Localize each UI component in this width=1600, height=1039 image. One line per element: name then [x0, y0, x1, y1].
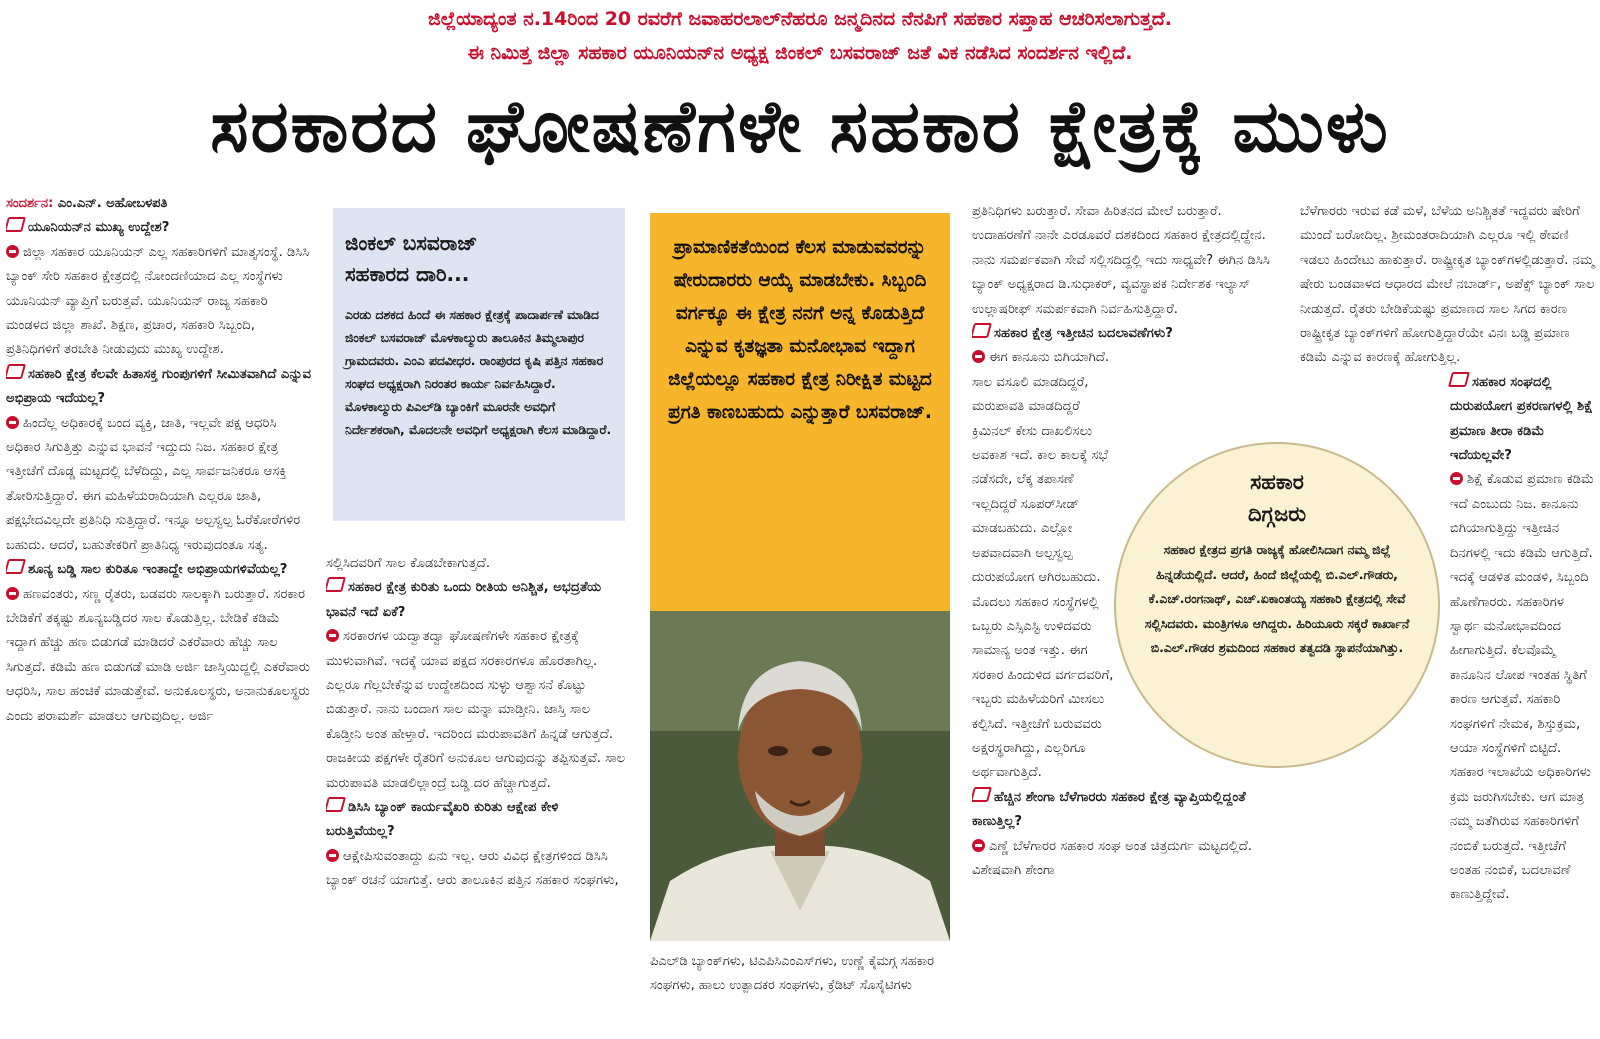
- answer-marker-icon: [6, 245, 19, 258]
- circle-title-line-2: ದಿಗ್ಗಜರು: [1247, 502, 1307, 526]
- answer-text: ಎಣ್ಣೆ ಬೆಳೆಗಾರರ ಸಹಕಾರ ಸಂಘ ಅಂತ ಚಿತ್ರದುರ್ಗ ಮಟ್ಟದಲ್ಲಿದೆ. ವಿಶೇಷವಾಗಿ ಶೇಂಗಾ: [972, 838, 1252, 878]
- question: [6, 558, 312, 582]
- question-marker-icon: [1448, 372, 1470, 387]
- answer-text: ಶಿಕ್ಷೆ ಕೊಡುವ ಪ್ರಮಾಣ ಕಡಿಮೆ ಇದೆ ಎಂಬುದು ನಿಜ. ಕಾನೂನು ಬಿಗಿಯಾಗುತ್ತಿದ್ದು ಇತ್ತೀಚಿನ ದಿನಗಳಲ್ಲಿ ಇದು ಕಡಿಮೆ ಆಗುತ್ತಿದೆ. ಇದಕ್ಕೆ ಆಡಳಿತ ಮಂಡಳಿ, ಸಿಬ್ಬಂದಿ ಹೊಣೆಗಾರರು. ಸಹಕಾರಿಗಳ ಸ್ವಾರ್ಥ ಮನೋಭಾವದಿಂದ ಹೀಗಾಗುತ್ತಿದೆ. ಕೆಲವೊಮ್ಮೆ ಕಾನೂನಿನ ಲೋಪ ಇಂತಹ ಸ್ಥಿತಿಗೆ ಕಾರಣ ಆಗುತ್ತವೆ. ಸಹಕಾರಿ ಸಂಘಗಳಿಗೆ ನೇಮಕ, ಶಿಸ್ತುಕ್ರಮ, ಆಯಾ ಸಂಸ್ಥೆಗಳಿಗೆ ಬಿಟ್ಟಿದೆ. ಸಹಕಾರ ಇಲಾಖೆಯ ಅಧಿಕಾರಿಗಳು ಕ್ರಮ ಜರುಗಿಸಬೇಕು. ಆಗ ಮಾತ್ರ ನಮ್ಮ ಜತೆಗಿರುವ ಸಹಕಾರಿಗಳಿಗೆ ನಂಬಿಕೆ ಬರುತ್ತದೆ. ಇತ್ತೀಚೆಗೆ ಅಂತಹ ನಂಬಿಕೆ, ಬದಲಾವಣೆ ಕಾಣುತ್ತಿದ್ದೇವೆ.: [1450, 472, 1595, 903]
- answer-marker-icon: [972, 839, 985, 852]
- question-text: ಹೆಚ್ಚಿನ ಶೇಂಗಾ ಬೆಳೆಗಾರರು ಸಹಕಾರ ಕ್ಷೇತ್ರ ವ್ಯಾಪ್ತಿಯಲ್ಲಿದ್ದಂತೆ ಕಾಣುತ್ತಿಲ್ಲ?: [972, 789, 1246, 830]
- answer: [6, 583, 312, 729]
- answer-marker-icon: [326, 629, 339, 642]
- question: [1300, 371, 1596, 469]
- profile-sidebar: [333, 208, 625, 521]
- answer: [972, 346, 1122, 785]
- answer-text: ಜಿಲ್ಲಾ ಸಹಕಾರ ಯೂನಿಯನ್ ಎಲ್ಲ ಸಹಕಾರಿಗಳಿಗೆ ಮಾತೃಸಂಸ್ಥೆ. ಡಿಸಿಸಿ ಬ್ಯಾಂಕ್ ಸೇರಿ ಸಹಕಾರ ಕ್ಷೇತ್ರದಲ್ಲಿ ನೋಂದಣಿಯಾದ ಎಲ್ಲ ಸಂಸ್ಥೆಗಳು ಯೂನಿಯನ್ ವ್ಯಾಪ್ತಿಗೆ ಬರುತ್ತವೆ. ಯೂನಿಯನ್ ರಾಜ್ಯ ಸಹಕಾರಿ ಮಂಡಳದ ಜಿಲ್ಲಾ ಶಾಖೆ. ಶಿಕ್ಷಣ, ಪ್ರಚಾರ, ಸಹಕಾರಿ ಸಿಬ್ಬಂದಿ, ಪ್ರತಿನಿಧಿಗಳಿಗೆ ತರಬೇತಿ ನೀಡುವುದು ಮುಖ್ಯ ಉದ್ದೇಶ.: [6, 244, 310, 358]
- question-marker-icon: [972, 323, 992, 338]
- sidebar-title-line-2: ಸಹಕಾರದ ದಾರಿ...: [345, 262, 470, 286]
- pull-quote-box: [650, 213, 950, 941]
- answer: [1300, 468, 1596, 907]
- sidebar-title: [345, 228, 613, 290]
- paragraph: ಸಲ್ಲಿಸಿದವರಿಗೆ ಸಾಲ ಕೊಡಬೇಕಾಗುತ್ತದೆ.: [326, 556, 491, 571]
- question: [972, 322, 1272, 346]
- question: [326, 576, 626, 625]
- answer-marker-icon: [6, 587, 19, 600]
- answer-text: ಹಣವಂತರು, ಸಣ್ಣ ರೈತರು, ಬಡವರು ಸಾಲಕ್ಕಾಗಿ ಬರುತ್ತಾರೆ. ಸರಕಾರ ಬೇಡಿಕೆಗೆ ತಕ್ಕಷ್ಟು ಶೂನ್ಯಬಡ್ಡಿದರ ಸಾಲ ಕೊಡುತ್ತಿಲ್ಲ. ಬೇಡಿಕೆ ಕಡಿಮೆ ಇದ್ದಾಗ ಹೆಚ್ಚು ಹಣ ಬಿಡುಗಡೆ ಮಾಡಿದರೆ ಎಕರೆವಾರು ಹೆಚ್ಚು ಸಾಲ ಸಿಗುತ್ತದೆ. ಕಡಿಮೆ ಹಣ ಬಿಡುಗಡೆ ಮಾಡಿ ಅರ್ಜಿ ಜಾಸ್ತಿಯಿದ್ದಲ್ಲಿ ಎಕರೆವಾರು ಆಧರಿಸಿ, ಸಾಲ ಹಂಚಿಕೆ ಮಾಡುತ್ತೇವೆ. ಅನುಕೂಲಸ್ಥರು, ಅನಾನುಕೂಲಸ್ಥರು ಎಂದು ಪರಾಮರ್ಶೆ ಮಾಡಲು ಆಗುವುದಿಲ್ಲ. ಅರ್ಜಿ: [6, 586, 310, 724]
- answer-text: ಆಕ್ಷೇಪಿಸುವಂತಾದ್ದು ಏನು ಇಲ್ಲ. ಆರು ವಿವಿಧ ಕ್ಷೇತ್ರಗಳಿಂದ ಡಿಸಿಸಿ ಬ್ಯಾಂಕ್ ರಚನೆ ಯಾಗುತ್ತೆ. ಆರು ತಾಲೂಕಿನ ಪತ್ತಿನ ಸಹಕಾರ ಸಂಘಗಳು,: [326, 848, 619, 889]
- sidebar-body: ಎರಡು ದಶಕದ ಹಿಂದೆ ಈ ಸಹಕಾರ ಕ್ಷೇತ್ರಕ್ಕೆ ಪಾದಾರ್ಪಣೆ ಮಾಡಿದ ಜಿಂಕಲ್ ಬಸವರಾಜ್ ಮೊಳಕಾಲ್ಮುರು ತಾಲೂಕಿನ ತಿಮ್ಮಲಾಪುರ ಗ್ರಾಮದವರು. ಎಂಎ ಪದವೀಧರ. ರಾಂಪುರದ ಕೃಷಿ ಪತ್ತಿನ ಸಹಕಾರ ಸಂಘದ ಅಧ್ಯಕ್ಷರಾಗಿ ನಿರಂತರ ಕಾರ್ಯ ನಿರ್ವಹಿಸಿದ್ದಾರೆ. ಮೊಳಕಾಲ್ಮುರು ಪಿಎಲ್‌ಡಿ ಬ್ಯಾಂಕಿಗೆ ಮೂರನೇ ಅವಧಿಗೆ ನಿರ್ದೇಶಕರಾಗಿ, ಮೊದಲನೇ ಅವಧಿಗೆ ಅಧ್ಯಕ್ಷರಾಗಿ ಕೆಲಸ ಮಾಡಿದ್ದಾರೆ.: [345, 308, 612, 437]
- question-text: ಡಿಸಿಸಿ ಬ್ಯಾಂಕ್ ಕಾರ್ಯವೈಖರಿ ಕುರಿತು ಆಕ್ಷೇಪ ಕೇಳಿ ಬರುತ್ತಿವೆಯಲ್ಲ?: [326, 800, 559, 840]
- answer: [6, 241, 312, 363]
- answer-marker-icon: [972, 350, 985, 363]
- pull-quote-text: ಪ್ರಾಮಾಣಿಕತೆಯಿಂದ ಕೆಲಸ ಮಾಡುವವರನ್ನು ಷೇರುದಾರರು ಆಯ್ಕೆ ಮಾಡಬೇಕು. ಸಿಬ್ಬಂದಿ ವರ್ಗಕ್ಕೂ ಈ ಕ್ಷೇತ್ರ ನನಗೆ ಅನ್ನ ಕೊಡುತ್ತಿದೆ ಎನ್ನುವ ಕೃತಜ್ಞತಾ ಮನೋಭಾವ ಇದ್ದಾಗ ಜಿಲ್ಲೆಯಲ್ಲೂ ಸಹಕಾರ ಕ್ಷೇತ್ರ ನಿರೀಕ್ಷಿತ ಮಟ್ಟದ ಪ್ರಗತಿ ಕಾಣಬಹುದು ಎನ್ನುತ್ತಾರೆ ಬಸವರಾಜ್.: [668, 237, 932, 423]
- question-marker-icon: [972, 787, 992, 802]
- paragraph: ಬೆಳೆಗಾರರು ಇರುವ ಕಡೆ ಮಳೆ, ಬೆಳೆಯ ಅನಿಶ್ಚಿತತೆ ಇದ್ದವರು ಷೇರಿಗೆ ಮುಂದೆ ಬರೋದಿಲ್ಲ. ಶ್ರೀಮಂತರಾದಿಯಾಗಿ ಎಲ್ಲರೂ ಇಲ್ಲಿ ಠೇವಣಿ ಇಡಲು ಹಿಂದೇಟು ಹಾಕುತ್ತಾರೆ. ರಾಷ್ಟ್ರೀಕೃತ ಬ್ಯಾಂಕ್‌ಗಳಲ್ಲಿಡುತ್ತಾರೆ. ನಮ್ಮ ಷೇರು ಬಂಡವಾಳದ ಆಧಾರದ ಮೇಲೆ ನಬಾರ್ಡ್, ಅಪೆಕ್ಸ್ ಬ್ಯಾಂಕ್ ಸಾಲ ನೀಡುತ್ತದೆ. ರೈತರು ಬೇಡಿಕೆಯಷ್ಟು ಪ್ರಮಾಣದ ಸಾಲ ಸಿಗದ ಕಾರಣ ರಾಷ್ಟ್ರೀಕೃತ ಬ್ಯಾಂಕ್‌ಗಳಿಗೆ ಹೋಗುತ್ತಿದ್ದಾರೆಯೇ ವಿನಃ ಬಡ್ಡಿ ಪ್ರಮಾಣ ಕಡಿಮೆ ಎನ್ನುವ ಕಾರಣಕ್ಕೆ ಹೋಗುತ್ತಿಲ್ಲ.: [1300, 204, 1595, 366]
- question: [972, 786, 1272, 835]
- interviewee-photo: [650, 611, 950, 941]
- byline-label: ಸಂದರ್ಶನ:: [6, 196, 54, 211]
- circle-title-line-1: ಸಹಕಾರ: [1250, 470, 1304, 494]
- column-5: [1300, 200, 1596, 1035]
- paragraph: ಪ್ರತಿನಿಧಿಗಳು ಬರುತ್ತಾರೆ. ಸೇವಾ ಹಿರಿತನದ ಮೇಲೆ ಬರುತ್ತಾರೆ. ಉದಾಹರಣೆಗೆ ನಾನೇ ಎರಡೂವರೆ ದಶಕದಿಂದ ಸಹಕಾರ ಕ್ಷೇತ್ರದಲ್ಲಿದ್ದೇನ. ನಾನು ಸಮರ್ಪಕವಾಗಿ ಸೇವೆ ಸಲ್ಲಿಸದಿದ್ದಲ್ಲಿ ಇದು ಸಾಧ್ಯವೇ? ಈಗಿನ ಡಿಸಿಸಿ ಬ್ಯಾಂಕ್ ಅಧ್ಯಕ್ಷರಾದ ಡಿ.ಸುಧಾಕರ್, ವ್ಯವಸ್ಥಾಪಕ ನಿರ್ದೇಶಕ ಇಲ್ಯಾಸ್ ಉಲ್ಲಾಷರೀಫ್ ಸಮರ್ಪಕವಾಗಿ ನಿರ್ವಹಿಸುತ್ತಿದ್ದಾರೆ.: [972, 204, 1270, 317]
- question-marker-icon: [6, 217, 26, 232]
- answer: [326, 625, 626, 796]
- answer-marker-icon: [1450, 472, 1463, 485]
- kicker-line-1: ಜಿಲ್ಲೆಯಾದ್ಯಂತ ನ.14ರಿಂದ 20 ರವರೆಗೆ ಜವಾಹರಲಾಲ್‌ನೆಹರೂ ಜನ್ಮದಿನದ ನೆನಪಿಗೆ ಸಹಕಾರ ಸಪ್ತಾಹ ಆಚರಿಸಲಾಗುತ್ತದೆ.: [428, 8, 1172, 30]
- column-3-text: ಪಿಎಲ್‌ಡಿ ಬ್ಯಾಂಕ್‌ಗಳು, ಟಿಎಪಿಸಿಎಂಎಸ್‌ಗಳು, ಉಣ್ಣೆ ಕೈಮಗ್ಗ ಸಹಕಾರ ಸಂಘಗಳು, ಹಾಲು ಉತ್ಪಾದಕರ ಸಂಘಗಳು, ಕ್ರೆಡಿಟ್ ಸೊಸೈಟಿಗಳು: [650, 954, 935, 993]
- circle-body: ಸಹಕಾರ ಕ್ಷೇತ್ರದ ಪ್ರಗತಿ ರಾಜ್ಯಕ್ಕೆ ಹೋಲಿಸಿದಾಗ ನಮ್ಮ ಜಿಲ್ಲೆ ಹಿನ್ನಡೆಯಲ್ಲಿದೆ. ಆದರೆ, ಹಿಂದೆ ಜಿಲ್ಲೆಯಲ್ಲಿ ಬಿ.ಎಲ್.ಗೌಡರು, ಕೆ.ಎಚ್.ರಂಗನಾಥ್, ಎಚ್.ಏಕಾಂತಯ್ಯ ಸಹಕಾರಿ ಕ್ಷೇತ್ರದಲ್ಲಿ ಸೇವೆ ಸಲ್ಲಿಸಿದವರು. ಮಂತ್ರಿಗಳೂ ಆಗಿದ್ದರು. ಹಿರಿಯೂರು ಸಕ್ಕರೆ ಕಾರ್ಖಾನೆ ಬಿ.ಎಲ್.ಗೌಡರ ಶ್ರಮದಿಂದ ಸಹಕಾರ ತತ್ವದಡಿ ಸ್ಥಾಪನೆಯಾಗಿತ್ತು.: [1144, 542, 1410, 656]
- answer: [6, 412, 312, 558]
- headline: ಸರಕಾರದ ಘೋಷಣೆಗಳೇ ಸಹಕಾರ ಕ್ಷೇತ್ರಕ್ಕೆ ಮುಳು: [210, 84, 1390, 168]
- question-text: ಸಹಕಾರ ಕ್ಷೇತ್ರ ಕುರಿತು ಒಂದು ರೀತಿಯ ಅನಿಶ್ಚಿತ, ಅಭದ್ರತೆಯ ಭಾವನೆ ಇದೆ ಏಕೆ?: [326, 580, 602, 620]
- answer-text: ಈಗ ಕಾನೂನು ಬಿಗಿಯಾಗಿದೆ. ಸಾಲ ವಸೂಲಿ ಮಾಡದಿದ್ದರೆ, ಮರುಪಾವತಿ ಮಾಡದಿದ್ದರೆ ಕ್ರಿಮಿನಲ್ ಕೇಸು ದಾಖಲಿಸಲು ಅವಕಾಶ ಇದೆ. ಕಾಲ ಕಾಲಕ್ಕೆ ಸಭೆ ನಡೆಸದೇ, ಲೆಕ್ಕ ತಪಾಸಣೆ ಇಲ್ಲದಿದ್ದರೆ ಸೂಪರ್‌ಸೀಡ್ ಮಾಡಬಹುದು. ಎಲ್ಲೋ ಅಪವಾದವಾಗಿ ಅಲ್ಪಸ್ವಲ್ಪ ದುರುಪಯೋಗ ಆಗಿರಬಹುದು. ಮೊದಲು ಸಹಕಾರ ಸಂಸ್ಥೆಗಳಲ್ಲಿ ಒಬ್ಬರು ಎಸ್ಸಿಎಸ್ಟಿ ಉಳಿದವರು ಸಾಮಾನ್ಯ ಅಂತ ಇತ್ತು. ಈಗ ಸರಕಾರ ಹಿಂದುಳಿದ ವರ್ಗದವರಿಗೆ, ಇಬ್ಬರು ಮಹಿಳೆಯರಿಗೆ ಮೀಸಲು ಕಲ್ಪಿಸಿದೆ. ಇತ್ತೀಚೆಗೆ ಬರುವವರು ಅಕ್ಷರಸ್ಥರಾಗಿದ್ದು, ಎಲ್ಲರಿಗೂ ಅರ್ಥವಾಗುತ್ತಿದೆ.: [972, 350, 1114, 781]
- question-text: ಯೂನಿಯನ್‌ನ ಮುಖ್ಯ ಉದ್ದೇಶ?: [28, 220, 170, 236]
- question-text: ಸಹಕಾರಿ ಕ್ಷೇತ್ರ ಕೆಲವೇ ಹಿತಾಸಕ್ತ ಗುಂಪುಗಳಿಗೆ ಸೀಮಿತವಾಗಿದೆ ಎನ್ನುವ ಅಭಿಪ್ರಾಯ ಇದೆಯಲ್ಲ?: [6, 366, 312, 407]
- answer-marker-icon: [326, 849, 339, 862]
- question-text: ಶೂನ್ಯ ಬಡ್ಡಿ ಸಾಲ ಕುರಿತೂ ಇಂತಾದ್ದೇ ಅಭಿಪ್ರಾಯಗಳಿವೆಯಲ್ಲ?: [28, 562, 288, 578]
- question-marker-icon: [326, 797, 346, 812]
- answer-text: ಹಿಂದೆಲ್ಲ ಅಧಿಕಾರಕ್ಕೆ ಬಂದ ವ್ಯಕ್ತಿ, ಜಾತಿ, ಇಲ್ಲವೇ ಪಕ್ಷ ಆಧರಿಸಿ ಅಧಿಕಾರ ಸಿಗುತ್ತಿತ್ತು ಎನ್ನುವ ಭಾವನೆ ಇದ್ದುದು ನಿಜ. ಸಹಕಾರ ಕ್ಷೇತ್ರ ಇತ್ತೀಚೆಗೆ ದೊಡ್ಡ ಮಟ್ಟದಲ್ಲಿ ಬೆಳೆದಿದ್ದು, ಎಲ್ಲ ಸಾರ್ವಜನಿಕರೂ ಆಸಕ್ತಿ ತೋರಿಸುತ್ತಿದ್ದಾರೆ. ಈಗ ಮಹಿಳೆಯರಾದಿಯಾಗಿ ಎಲ್ಲರೂ ಜಾತಿ, ಪಕ್ಷಭೇದವಿಲ್ಲದೇ ಪ್ರತಿನಿಧಿ ಸುತ್ತಿದ್ದಾರೆ. ಇನ್ನೂ ಅಲ್ಪಸ್ವಲ್ಪ ಓರೆಕೋರೆಗಳಿರ ಬಹುದು. ಆದರೆ, ಬಹುತೇಕರಿಗೆ ಪ್ರಾತಿನಿಧ್ಯ ಇರುವುದಂತೂ ಸತ್ಯ.: [6, 415, 301, 553]
- sidebar-title-line-1: ಜಿಂಕಲ್ ಬಸವರಾಜ್: [345, 231, 478, 255]
- column-2: [326, 552, 626, 1037]
- question-marker-icon: [6, 559, 26, 574]
- byline-name: ಎಂ.ಎನ್. ಅಹೋಬಳಪತಿ: [57, 196, 168, 211]
- portrait-image: [650, 611, 950, 941]
- answer: [326, 845, 626, 894]
- question-marker-icon: [326, 577, 346, 592]
- answer-text: ಸರಕಾರಗಳ ಯದ್ವಾತದ್ವಾ ಘೋಷಣೆಗಳೇ ಸಹಕಾರ ಕ್ಷೇತ್ರಕ್ಕೆ ಮುಳುವಾಗಿವೆ. ಇದಕ್ಕೆ ಯಾವ ಪಕ್ಷದ ಸರಕಾರಗಳೂ ಹೊರತಾಗಿಲ್ಲ. ಎಲ್ಲರೂ ಗೆಲ್ಲಬೇಕೆನ್ನುವ ಉದ್ದೇಶದಿಂದ ಸುಳ್ಳು ಆಶ್ವಾಸನೆ ಕೊಟ್ಟು ಬಿಡುತ್ತಾರೆ. ನಾನು ಬಂದಾಗ ಸಾಲ ಮನ್ನಾ ಮಾಡ್ತೀನಿ. ಜಾಸ್ತಿ ಸಾಲ ಕೊಡ್ತೀನಿ ಅಂತ ಹೇಳ್ತಾರೆ. ಇದರಿಂದ ಮರುಪಾವತಿಗೆ ಹಿನ್ನಡೆ ಆಗುತ್ತದೆ. ರಾಜಕೀಯ ಪಕ್ಷಗಳೇ ರೈತರಿಗೆ ಅನುಕೂಲ ಆಗುವುದನ್ನು ತಪ್ಪಿಸುತ್ತವೆ. ಸಾಲ ಮರುಪಾವತಿ ಮಾಡಲಿಲ್ಲಾಂದ್ರೆ ಬಡ್ಡಿ ದರ ಹೆಚ್ಚಾಗುತ್ತದೆ.: [326, 629, 626, 791]
- question: [6, 363, 312, 412]
- column-1: [6, 192, 312, 1037]
- byline: [6, 192, 312, 216]
- question: [326, 796, 626, 845]
- question: [6, 216, 312, 240]
- answer: [972, 835, 1272, 884]
- question-marker-icon: [6, 364, 26, 379]
- answer-marker-icon: [6, 416, 19, 429]
- question-text: ಸಹಕಾರ ಸಂಘದಲ್ಲಿ ದುರುಪಯೋಗ ಪ್ರಕರಣಗಳಲ್ಲಿ ಶಿಕ್ಷೆ ಪ್ರಮಾಣ ತೀರಾ ಕಡಿಮೆ ಇದೆಯಲ್ಲವೇ?: [1450, 374, 1593, 464]
- question-text: ಸಹಕಾರ ಕ್ಷೇತ್ರ ಇತ್ತೀಚಿನ ಬದಲಾವಣೆಗಳು?: [994, 326, 1173, 342]
- kicker-line-2: ಈ ನಿಮಿತ್ತ ಜಿಲ್ಲಾ ಸಹಕಾರ ಯೂನಿಯನ್‌ನ ಅಧ್ಯಕ್ಷ ಜಿಂಕಲ್ ಬಸವರಾಜ್ ಜತೆ ವಿಕ ನಡೆಸಿದ ಸಂದರ್ಶನ ಇಲ್ಲಿದೆ.: [467, 42, 1133, 64]
